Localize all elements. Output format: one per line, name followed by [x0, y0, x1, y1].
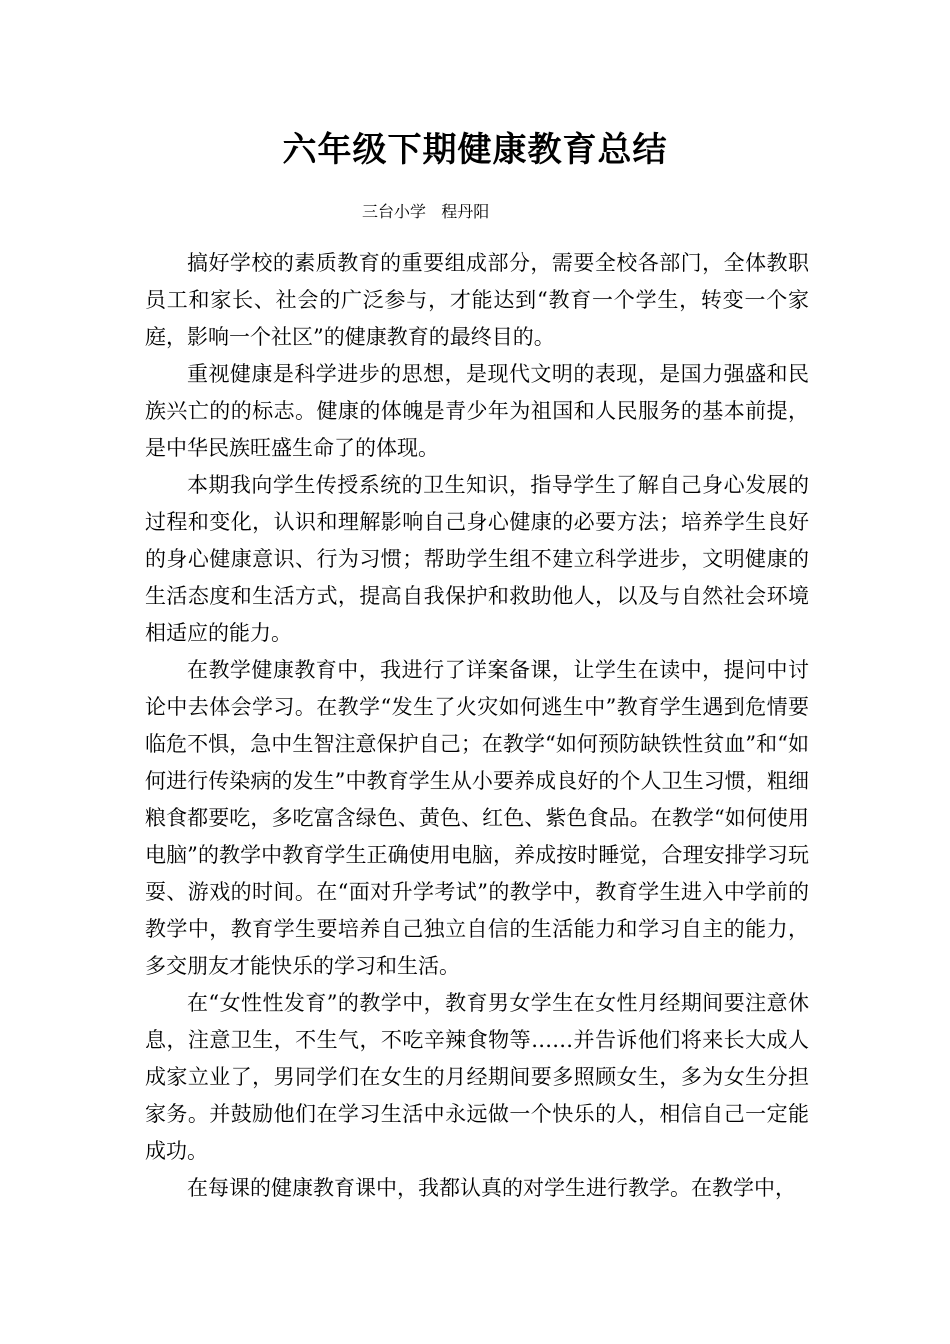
paragraph: 在“女性性发育”的教学中，教育男女学生在女性月经期间要注意休息，注意卫生，不生气，不吃辛辣食物等……并告诉他们将来长大成人成家立业了，男同学们在女生的月经期间要多照顾女生，多为女生分担家务。并鼓励他们在学习生活中永远做一个快乐的人，相信自己一定能成功。 [145, 991, 809, 1163]
document-author: 三台小学 程丹阳 [362, 202, 490, 221]
paragraph: 在教学健康教育中，我进行了详案备课，让学生在读中，提问中讨论中去体会学习。在教学“发生了火灾如何逃生中”教育学生遇到危情要临危不惧，急中生智注意保护自己；在教学“如何预防缺铁性贫血”和“如何进行传染病的发生”中教育学生从小要养成良好的个人卫生习惯，粗细粮食都要吃，多吃富含绿色、黄色、红色、紫色食品。在教学“如何使用电脑”的教学中教育学生正确使用电脑，养成按时睡觉，合理安排学习玩耍、游戏的时间。在“面对升学考试”的教学中，教育学生进入中学前的教学中，教育学生要培养自己独立自信的生活能力和学习自主的能力，多交朋友才能快乐的学习和生活。 [145, 658, 809, 978]
paragraph: 本期我向学生传授系统的卫生知识，指导学生了解自己身心发展的过程和变化，认识和理解影响自己身心健康的必要方法；培养学生良好的身心健康意识、行为习惯；帮助学生组不建立科学进步，文明健康的生活态度和生活方式，提高自我保护和救助他人，以及与自然社会环境相适应的能力。 [145, 473, 809, 645]
document-body [145, 245, 809, 1207]
paragraph: 重视健康是科学进步的思想，是现代文明的表现，是国力强盛和民族兴亡的的标志。健康的体魄是青少年为祖国和人民服务的基本前提，是中华民族旺盛生命了的体现。 [145, 362, 809, 460]
paragraph: 搞好学校的素质教育的重要组成部分，需要全校各部门，全体教职员工和家长、社会的广泛参与，才能达到“教育一个学生，转变一个家庭，影响一个社区”的健康教育的最终目的。 [145, 251, 809, 349]
paragraph: 在每课的健康教育课中，我都认真的对学生进行教学。在教学中， [187, 1176, 796, 1200]
document-title: 六年级下期健康教育总结 [282, 130, 668, 170]
